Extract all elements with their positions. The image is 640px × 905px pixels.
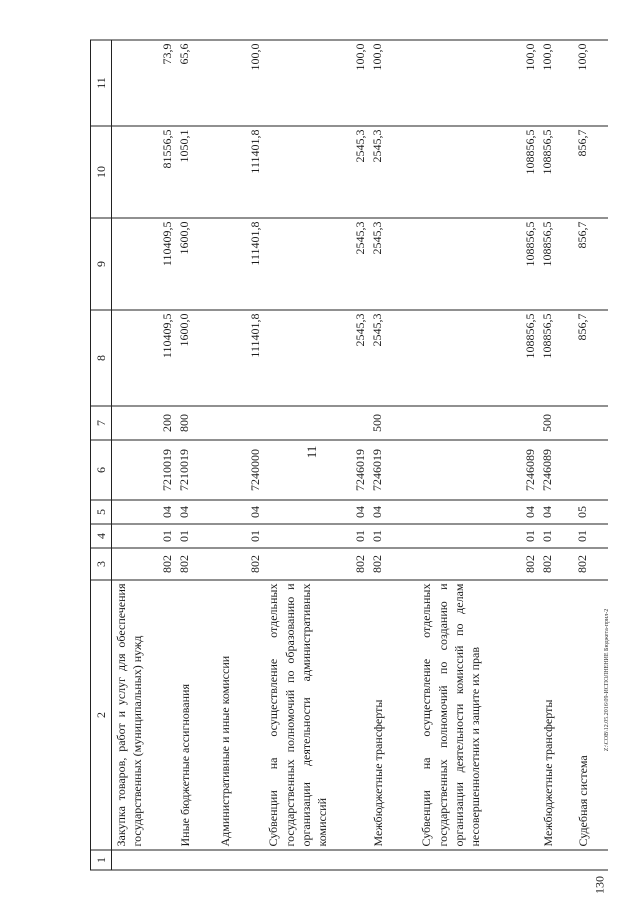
row-index <box>369 850 417 870</box>
row-code-7 <box>417 406 539 440</box>
row-index <box>264 850 369 870</box>
row-code-4: 01 <box>264 524 369 548</box>
table-row <box>176 40 216 870</box>
table-row <box>369 40 417 870</box>
row-code-6 <box>574 440 608 500</box>
header-col-4: 4 <box>91 524 112 548</box>
row-code-4: 01 <box>176 524 216 548</box>
row-value-8: 110409,5 <box>112 310 177 406</box>
row-index <box>539 850 575 870</box>
row-code-6: 7240000 <box>216 440 264 500</box>
row-code-5: 04 <box>369 500 417 524</box>
row-name: Закупка товаров, работ и услуг для обеспечения государственных (муниципальных) нужд <box>112 580 177 850</box>
row-code-3: 802 <box>369 548 417 580</box>
header-col-1: 1 <box>91 850 112 870</box>
row-value-11: 73,9 <box>112 40 177 126</box>
row-code-5: 04 <box>216 500 264 524</box>
row-code-5: 04 <box>539 500 575 524</box>
row-code-3: 802 <box>574 548 608 580</box>
row-value-10: 111401,8 <box>216 126 264 218</box>
row-code-6: 7210019 <box>176 440 216 500</box>
row-name: Судебная система <box>574 580 608 850</box>
row-code-6: 7210019 <box>112 440 177 500</box>
row-value-8: 111401,8 <box>216 310 264 406</box>
row-code-4: 01 <box>574 524 608 548</box>
row-value-9: 110409,5 <box>112 218 177 310</box>
row-value-9: 2545,3 <box>264 218 369 310</box>
table-row <box>264 40 369 870</box>
header-col-7: 7 <box>91 406 112 440</box>
row-value-11: 100,0 <box>216 40 264 126</box>
row-code-3: 802 <box>539 548 575 580</box>
row-value-10: 1050,1 <box>176 126 216 218</box>
row-code-6: 7246019 <box>264 440 369 500</box>
table-row <box>112 40 177 870</box>
row-value-8: 856,7 <box>574 310 608 406</box>
row-code-6: 7246089 <box>539 440 575 500</box>
row-value-10: 856,7 <box>574 126 608 218</box>
row-value-9: 108856,5 <box>417 218 539 310</box>
row-code-4: 01 <box>112 524 177 548</box>
row-code-7: 200 <box>112 406 177 440</box>
row-name: Административные и иные комиссии <box>216 580 264 850</box>
row-value-11: 65,6 <box>176 40 216 126</box>
row-value-10: 108856,5 <box>539 126 575 218</box>
row-value-8: 2545,3 <box>264 310 369 406</box>
row-value-11: 100,0 <box>417 40 539 126</box>
row-code-4: 01 <box>369 524 417 548</box>
row-name: Субвенции на осуществление отдельных государственных полномочий по созданию и организации деятельности комиссий по делам несовершеннолетних и защите их прав <box>417 580 539 850</box>
row-value-11: 100,0 <box>574 40 608 126</box>
row-value-10: 2545,3 <box>369 126 417 218</box>
corner-number: 130 <box>592 876 607 894</box>
table-row <box>216 40 264 870</box>
header-col-2: 2 <box>91 580 112 850</box>
row-code-7: 500 <box>369 406 417 440</box>
row-code-7: 800 <box>176 406 216 440</box>
row-value-10: 81556,5 <box>112 126 177 218</box>
table-row <box>417 40 539 870</box>
row-value-8: 2545,3 <box>369 310 417 406</box>
row-value-9: 856,7 <box>574 218 608 310</box>
header-col-10: 10 <box>91 126 112 218</box>
row-code-5: 04 <box>112 500 177 524</box>
row-code-3: 802 <box>264 548 369 580</box>
row-value-11: 100,0 <box>264 40 369 126</box>
row-code-5: 04 <box>417 500 539 524</box>
header-col-11: 11 <box>91 40 112 126</box>
page-number: 11 <box>304 445 319 459</box>
row-code-4: 01 <box>417 524 539 548</box>
table-row <box>539 40 575 870</box>
row-index <box>176 850 216 870</box>
row-code-7 <box>216 406 264 440</box>
row-code-4: 01 <box>216 524 264 548</box>
row-code-3: 802 <box>176 548 216 580</box>
row-code-4: 01 <box>539 524 575 548</box>
row-value-10: 2545,3 <box>264 126 369 218</box>
row-code-7 <box>264 406 369 440</box>
row-value-8: 1600,0 <box>176 310 216 406</box>
header-col-9: 9 <box>91 218 112 310</box>
row-name: Межбюджетные трансферты <box>539 580 575 850</box>
row-code-5: 04 <box>176 500 216 524</box>
header-col-3: 3 <box>91 548 112 580</box>
row-code-6: 7246089 <box>417 440 539 500</box>
row-code-3: 802 <box>112 548 177 580</box>
row-index <box>112 850 177 870</box>
header-col-8: 8 <box>91 310 112 406</box>
row-name: Субвенции на осуществление отдельных государственных полномочий по образованию и организации деятельности административных комиссий <box>264 580 369 850</box>
row-index <box>216 850 264 870</box>
row-value-10: 108856,5 <box>417 126 539 218</box>
row-value-11: 100,0 <box>369 40 417 126</box>
row-value-8: 108856,5 <box>539 310 575 406</box>
row-name: Иные бюджетные ассигнования <box>176 580 216 850</box>
row-value-9: 108856,5 <box>539 218 575 310</box>
header-col-6: 6 <box>91 440 112 500</box>
row-name: Межбюджетные трансферты <box>369 580 417 850</box>
row-value-9: 1600,0 <box>176 218 216 310</box>
table-row <box>574 40 608 870</box>
row-value-9: 111401,8 <box>216 218 264 310</box>
header-col-5: 5 <box>91 500 112 524</box>
row-code-3: 802 <box>417 548 539 580</box>
table-header-row <box>91 40 112 870</box>
row-code-5: 05 <box>574 500 608 524</box>
row-index <box>574 850 608 870</box>
row-code-7: 500 <box>539 406 575 440</box>
row-value-11: 100,0 <box>539 40 575 126</box>
row-index <box>417 850 539 870</box>
row-code-5: 04 <box>264 500 369 524</box>
budget-table <box>90 40 608 871</box>
footer-file-path: Z:\СОВ\12.05.2016\09-ИСПОЛНЕНИЕ Бюджета-прил-2 <box>604 608 610 752</box>
row-value-9: 2545,3 <box>369 218 417 310</box>
budget-table-container <box>90 40 608 870</box>
row-code-3: 802 <box>216 548 264 580</box>
row-code-6: 7246019 <box>369 440 417 500</box>
row-code-7 <box>574 406 608 440</box>
row-value-8: 108856,5 <box>417 310 539 406</box>
